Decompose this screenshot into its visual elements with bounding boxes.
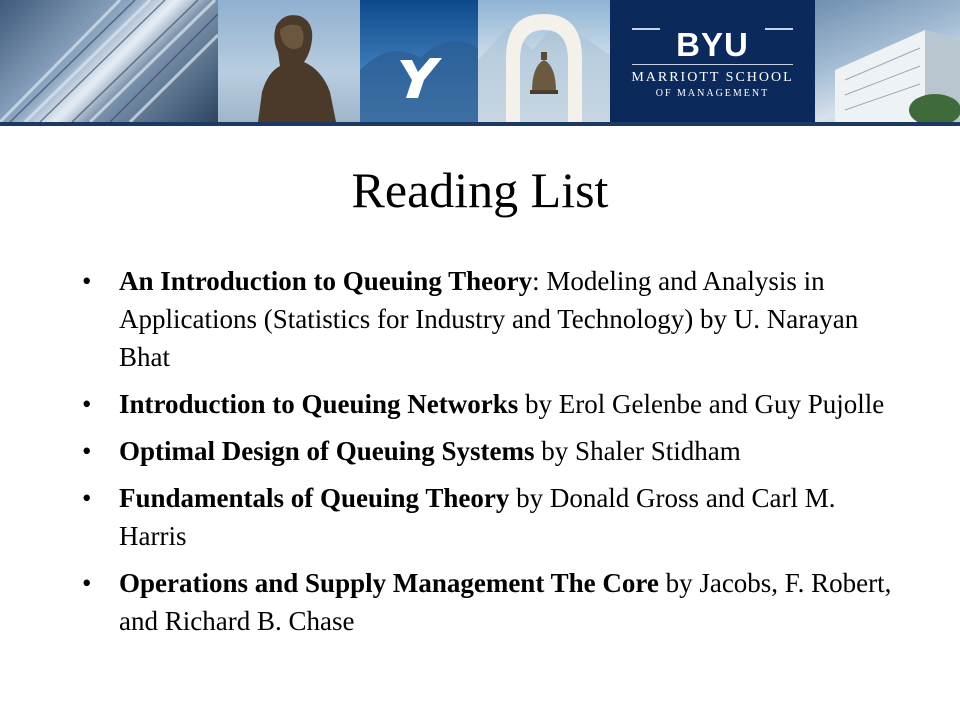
book-details: : Modeling and Analysis in Applications (Statistics for Industry and Technology) by U. Narayan Bhat	[119, 266, 859, 372]
book-title: Introduction to Queuing Networks	[119, 389, 519, 419]
header-banner	[0, 0, 960, 122]
byu-wordmark: BYU	[676, 26, 749, 63]
campus-building-photo	[815, 0, 960, 122]
book-details: by Donald Gross and Carl M. Harris	[119, 483, 836, 551]
byu-logo	[610, 0, 815, 122]
book-title: Fundamentals of Queuing Theory	[119, 483, 510, 513]
bullet-icon: •	[82, 568, 92, 598]
book-title: Optimal Design of Queuing Systems	[119, 436, 535, 466]
school-name-line1: MARRIOTT SCHOOL	[631, 70, 794, 85]
book-title: Operations and Supply Management The Core	[119, 568, 659, 598]
list-item	[82, 479, 892, 555]
book-title: An Introduction to Queuing Theory	[119, 266, 533, 296]
school-name-line2: OF MANAGEMENT	[655, 88, 770, 99]
list-item	[82, 262, 892, 376]
bell-tower-photo	[478, 0, 610, 122]
list-item	[82, 385, 892, 423]
slide-title: Reading List	[351, 162, 609, 218]
book-details: by Erol Gelenbe and Guy Pujolle	[518, 389, 885, 419]
building-facade-photo	[0, 0, 218, 122]
y-mountain-photo	[360, 0, 478, 122]
list-item	[82, 432, 892, 470]
bullet-icon: •	[82, 266, 92, 296]
list-item	[82, 564, 892, 640]
book-details: by Jacobs, F. Robert, and Richard B. Chase	[119, 568, 892, 636]
bullet-icon: •	[82, 436, 92, 466]
bullet-icon: •	[82, 389, 92, 419]
banner-divider	[0, 122, 960, 126]
book-details: by Shaler Stidham	[534, 436, 741, 466]
bullet-icon: •	[82, 483, 92, 513]
logo-divider	[632, 64, 793, 65]
reading-list	[82, 262, 892, 649]
statue-photo	[218, 0, 360, 122]
